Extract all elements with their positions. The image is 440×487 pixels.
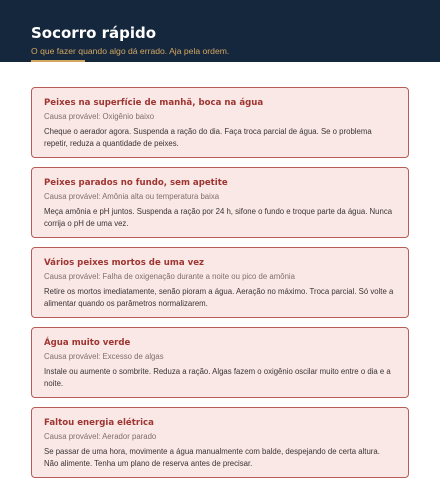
problem-card-green-water xyxy=(31,327,409,398)
problem-title: Peixes na superfície de manhã, boca na água xyxy=(44,98,264,108)
page-title: Socorro rápido xyxy=(31,24,157,42)
troubleshooting-list xyxy=(31,87,409,487)
action-instructions: Meça amônia e pH juntos. Suspenda a ração por 24 h, sifone o fundo e troque parte da água. Nunca corrija o pH de uma vez. xyxy=(44,207,393,228)
problem-title: Vários peixes mortos de uma vez xyxy=(44,258,205,268)
action-instructions: Retire os mortos imediatamente, senão pioram a água. Aeração no máximo. Troca parcial. Só volte a alimentar quando os parâmetros normalizarem. xyxy=(44,287,394,308)
problem-title: Água muito verde xyxy=(44,338,131,348)
problem-card-oxygen xyxy=(31,87,409,158)
probable-cause: Causa provável: Oxigênio baixo xyxy=(44,112,155,121)
problem-card-power-outage xyxy=(31,407,409,478)
header-accent-divider xyxy=(31,60,85,62)
problem-title: Faltou energia elétrica xyxy=(44,418,154,428)
probable-cause: Causa provável: Amônia alta ou temperatura baixa xyxy=(44,192,220,201)
probable-cause: Causa provável: Excesso de algas xyxy=(44,352,164,361)
action-instructions: Cheque o aerador agora. Suspenda a ração do dia. Faça troca parcial de água. Se o problema repetir, reduza a quantidade de peixes. xyxy=(44,127,372,148)
action-instructions: Se passar de uma hora, movimente a água manualmente com balde, despejando de certa altura. Não alimente. Tenha um plano de reserva antes de precisar. xyxy=(44,447,380,468)
probable-cause: Causa provável: Falha de oxigenação durante a noite ou pico de amônia xyxy=(44,272,295,281)
problem-title: Peixes parados no fundo, sem apetite xyxy=(44,178,228,188)
action-instructions: Instale ou aumente o sombrite. Reduza a ração. Algas fazem o oxigênio oscilar muito entre o dia e a noite. xyxy=(44,367,391,388)
page-subtitle: O que fazer quando algo dá errado. Aja pela ordem. xyxy=(31,46,230,56)
probable-cause: Causa provável: Aerador parado xyxy=(44,432,157,441)
app-header xyxy=(0,0,440,62)
problem-card-ammonia xyxy=(31,167,409,238)
problem-card-mass-death xyxy=(31,247,409,318)
